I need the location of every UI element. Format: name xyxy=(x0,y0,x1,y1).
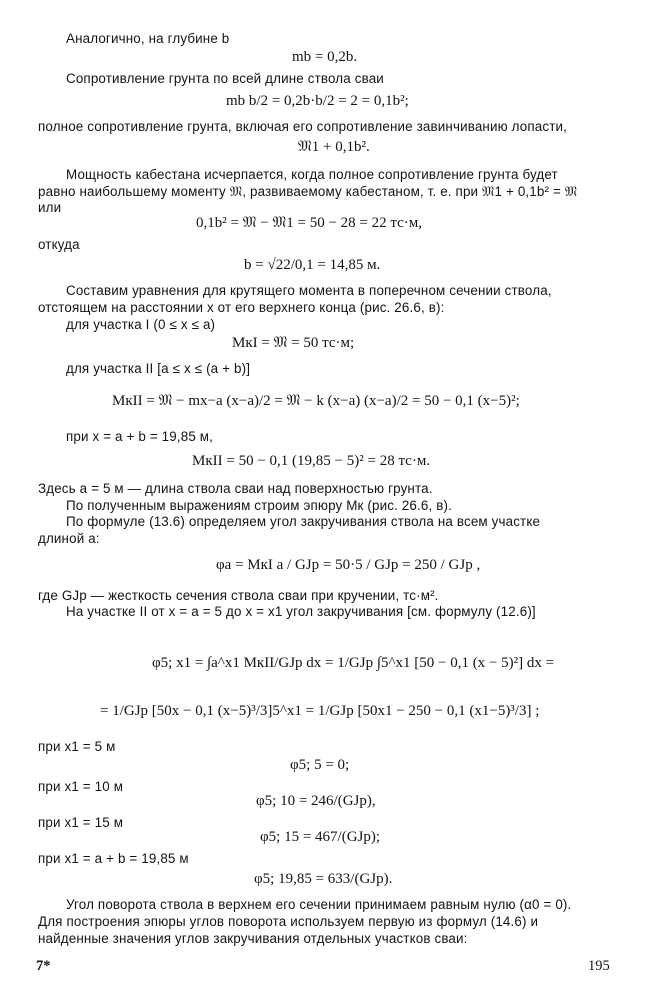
formula: 0,1b² = 𝔐 − 𝔐1 = 50 − 28 = 22 тс·м, xyxy=(196,215,423,231)
text-line: или xyxy=(38,200,62,215)
text-line: при x = a + b = 19,85 м, xyxy=(66,429,214,444)
formula: φ5; 15 = 467/(GJp); xyxy=(260,829,381,845)
text-line: Для построения эпюры углов поворота используем первую из формул (14.6) и xyxy=(38,914,539,929)
text-line: Мощность кабестана исчерпается, когда полное сопротивление грунта будет xyxy=(66,167,558,182)
formula: φa = MкI a / GJp = 50·5 / GJp = 250 / GJp , xyxy=(216,557,481,573)
formula: 𝔐1 + 0,1b². xyxy=(298,139,370,155)
formula: φ5; 5 = 0; xyxy=(290,757,350,773)
text-line: равно наибольшему моменту 𝔐, развиваемому кабестаном, т. е. при 𝔐1 + 0,1b² = 𝔐 xyxy=(38,184,578,199)
text-line: По формуле (13.6) определяем угол закручивания ствола на всем участке xyxy=(66,514,541,529)
text-line: отстоящем на расстоянии x от его верхнего конца (рис. 26.6, в): xyxy=(38,300,445,315)
page-number: 195 xyxy=(588,958,610,974)
text-line: откуда xyxy=(38,237,80,252)
formula: b = √22/0,1 = 14,85 м. xyxy=(244,257,381,273)
text-line: при x1 = a + b = 19,85 м xyxy=(38,851,189,866)
text-line: где GJp — жесткость сечения ствола сваи при кручении, тс·м². xyxy=(38,588,439,603)
formula: MкII = 50 − 0,1 (19,85 − 5)² = 28 тс·м. xyxy=(192,453,431,469)
text-line: По полученным выражениям строим эпюру Mк (рис. 26.6, в). xyxy=(66,498,452,513)
formula: MкII = 𝔐 − mx−a (x−a)/2 = 𝔐 − k (x−a) (x−a)/2 = 50 − 0,1 (x−5)²; xyxy=(112,393,520,409)
formula: φ5; x1 = ∫a^x1 MкII/GJp dx = 1/GJp ∫5^x1 [50 − 0,1 (x − 5)²] dx = xyxy=(152,655,555,671)
text-line: Аналогично, на глубине b xyxy=(66,31,230,46)
text-line: при x1 = 15 м xyxy=(38,815,124,830)
text-line: для участка II [a ≤ x ≤ (a + b)] xyxy=(66,361,251,376)
text-line: найденные значения углов закручивания отдельных участков сваи: xyxy=(38,931,468,946)
formula: φ5; 10 = 246/(GJp), xyxy=(256,793,376,809)
formula: mb b/2 = 0,2b·b/2 = 2 = 0,1b²; xyxy=(226,93,409,109)
text-line: при x1 = 10 м xyxy=(38,779,124,794)
text-line: при x1 = 5 м xyxy=(38,739,116,754)
formula: φ5; 19,85 = 633/(GJp). xyxy=(254,871,393,887)
text-line: для участка I (0 ≤ x ≤ a) xyxy=(66,317,216,332)
text-line: длиной a: xyxy=(38,531,100,546)
formula: mb = 0,2b. xyxy=(292,49,358,65)
text-line: полное сопротивление грунта, включая его сопротивление завинчиванию лопасти, xyxy=(38,119,568,134)
text-line: Угол поворота ствола в верхнем его сечении принимаем равным нулю (α0 = 0). xyxy=(66,897,572,912)
formula: = 1/GJp [50x − 0,1 (x−5)³/3]5^x1 = 1/GJp [50x1 − 250 − 0,1 (x1−5)³/3] ; xyxy=(100,703,540,719)
text-line: Сопротивление грунта по всей длине ствола сваи xyxy=(66,71,384,86)
signature-mark: 7* xyxy=(36,958,51,974)
text-line: Здесь a = 5 м — длина ствола сваи над поверхностью грунта. xyxy=(38,481,433,496)
formula: MкI = 𝔐 = 50 тс·м; xyxy=(232,335,355,351)
text-line: На участке II от x = a = 5 до x = x1 угол закручивания [см. формулу (12.6)] xyxy=(66,604,536,619)
text-line: Составим уравнения для крутящего момента в поперечном сечении ствола, xyxy=(66,283,552,298)
